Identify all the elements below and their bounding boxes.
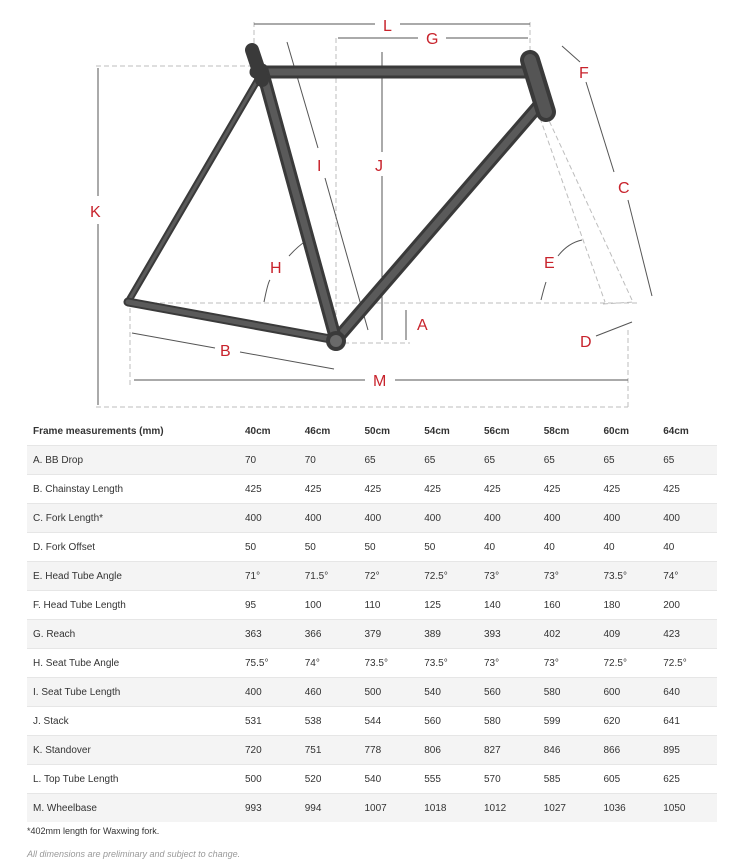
table-cell: 544 (359, 707, 419, 736)
table-cell: 580 (478, 707, 538, 736)
table-cell: 393 (478, 620, 538, 649)
table-cell: 140 (478, 591, 538, 620)
table-cell: 363 (239, 620, 299, 649)
table-cell: 65 (359, 446, 419, 475)
table-row (27, 707, 717, 736)
table-row (27, 475, 717, 504)
label-f: F (579, 65, 589, 82)
table-cell: 1027 (538, 794, 598, 823)
table-cell: 540 (418, 678, 478, 707)
table-cell: 620 (598, 707, 658, 736)
table-cell: 460 (299, 678, 359, 707)
table-cell: 806 (418, 736, 478, 765)
label-j: J (375, 158, 383, 175)
header-cell: 64cm (663, 426, 689, 437)
table-row (27, 794, 717, 823)
table-cell: 400 (418, 504, 478, 533)
row-label: L. Top Tube Length (27, 765, 239, 794)
label-d: D (580, 334, 592, 351)
table-cell: 40 (478, 533, 538, 562)
table-cell: 500 (239, 765, 299, 794)
table-cell: 625 (657, 765, 717, 794)
table-cell: 520 (299, 765, 359, 794)
header-cell: 46cm (304, 426, 331, 437)
table-row (27, 533, 717, 562)
row-label: H. Seat Tube Angle (27, 649, 239, 678)
label-i: I (317, 158, 322, 175)
table-cell: 40 (598, 533, 658, 562)
table-cell: 400 (538, 504, 598, 533)
table-cell: 425 (299, 475, 359, 504)
table-row (27, 649, 717, 678)
table-cell: 425 (418, 475, 478, 504)
table-cell: 389 (418, 620, 478, 649)
table-cell: 1036 (598, 794, 658, 823)
table-cell: 409 (598, 620, 658, 649)
table-cell: 50 (239, 533, 299, 562)
table-cell: 402 (538, 620, 598, 649)
table-cell: 425 (239, 475, 299, 504)
footnote: *402mm length for Waxwing fork. (27, 826, 160, 836)
table-cell: 50 (359, 533, 419, 562)
label-c: C (618, 180, 630, 197)
table-cell: 866 (598, 736, 658, 765)
row-label: D. Fork Offset (27, 533, 239, 562)
table-cell: 95 (239, 591, 299, 620)
table-cell: 180 (598, 591, 658, 620)
table-row (27, 446, 717, 475)
table-cell: 65 (598, 446, 658, 475)
table-cell: 640 (657, 678, 717, 707)
disclaimer: All dimensions are preliminary and subject to change. (27, 849, 241, 859)
table-cell: 778 (359, 736, 419, 765)
row-label: J. Stack (27, 707, 239, 736)
frame-geometry-diagram (0, 0, 737, 415)
table-cell: 74° (657, 562, 717, 591)
table-cell: 110 (359, 591, 419, 620)
table-cell: 40 (657, 533, 717, 562)
table-row (27, 765, 717, 794)
table-cell: 1050 (657, 794, 717, 823)
label-k: K (90, 204, 101, 221)
label-m: M (373, 373, 387, 390)
table-cell: 70 (239, 446, 299, 475)
table-cell: 72.5° (657, 649, 717, 678)
table-cell: 560 (418, 707, 478, 736)
table-cell: 70 (299, 446, 359, 475)
header-cell: 58cm (543, 426, 570, 437)
label-h: H (270, 260, 282, 277)
label-e: E (544, 255, 555, 272)
table-cell: 641 (657, 707, 717, 736)
seat-collar (252, 50, 262, 80)
table-cell: 73.5° (598, 562, 658, 591)
table-cell: 425 (538, 475, 598, 504)
table-cell: 1018 (418, 794, 478, 823)
table-cell: 366 (299, 620, 359, 649)
table-cell: 160 (538, 591, 598, 620)
table-cell: 993 (239, 794, 299, 823)
table-cell: 1012 (478, 794, 538, 823)
table-cell: 65 (657, 446, 717, 475)
table-cell: 400 (598, 504, 658, 533)
header-cell: 40cm (245, 426, 271, 437)
table-cell: 72.5° (598, 649, 658, 678)
table-cell: 538 (299, 707, 359, 736)
table-cell: 600 (598, 678, 658, 707)
table-cell: 425 (657, 475, 717, 504)
label-g: G (426, 31, 439, 48)
table-cell: 73.5° (359, 649, 419, 678)
table-cell: 71.5° (299, 562, 359, 591)
table-cell: 400 (657, 504, 717, 533)
table-cell: 72.5° (418, 562, 478, 591)
label-b: B (220, 343, 231, 360)
table-cell: 75.5° (239, 649, 299, 678)
table-cell: 846 (538, 736, 598, 765)
label-a: A (417, 317, 428, 334)
table-cell: 73° (478, 649, 538, 678)
label-l: L (383, 18, 392, 35)
table-cell: 605 (598, 765, 658, 794)
table-cell: 73.5° (418, 649, 478, 678)
row-label: A. BB Drop (27, 446, 239, 475)
row-label: G. Reach (27, 620, 239, 649)
table-cell: 599 (538, 707, 598, 736)
table-row (27, 591, 717, 620)
header-cell: 54cm (424, 426, 450, 437)
table-cell: 423 (657, 620, 717, 649)
table-cell: 400 (239, 678, 299, 707)
table-cell: 50 (418, 533, 478, 562)
table-cell: 73° (478, 562, 538, 591)
table-row (27, 620, 717, 649)
table-cell: 400 (478, 504, 538, 533)
row-label: E. Head Tube Angle (27, 562, 239, 591)
table-cell: 720 (239, 736, 299, 765)
table-row (27, 736, 717, 765)
table-cell: 65 (478, 446, 538, 475)
table-cell: 74° (299, 649, 359, 678)
row-label: B. Chainstay Length (27, 475, 239, 504)
table-cell: 570 (478, 765, 538, 794)
table-cell: 65 (418, 446, 478, 475)
table-cell: 400 (359, 504, 419, 533)
table-cell: 73° (538, 562, 598, 591)
table-cell: 65 (538, 446, 598, 475)
table-cell: 71° (239, 562, 299, 591)
geometry-table (27, 418, 717, 822)
table-cell: 827 (478, 736, 538, 765)
header-cell: Frame measurements (mm) (33, 426, 164, 437)
table-cell: 425 (359, 475, 419, 504)
row-label: K. Standover (27, 736, 239, 765)
table-cell: 1007 (359, 794, 419, 823)
row-label: M. Wheelbase (27, 794, 239, 823)
table-row (27, 562, 717, 591)
table-cell: 40 (538, 533, 598, 562)
table-cell: 72° (359, 562, 419, 591)
table-cell: 531 (239, 707, 299, 736)
table-row (27, 504, 717, 533)
table-cell: 555 (418, 765, 478, 794)
table-cell: 500 (359, 678, 419, 707)
table-cell: 751 (299, 736, 359, 765)
table-cell: 400 (299, 504, 359, 533)
table-cell: 73° (538, 649, 598, 678)
bike-frame (128, 50, 546, 351)
table-cell: 425 (598, 475, 658, 504)
row-label: I. Seat Tube Length (27, 678, 239, 707)
header-cell: 56cm (484, 426, 510, 437)
table-cell: 400 (239, 504, 299, 533)
table-cell: 200 (657, 591, 717, 620)
table-cell: 425 (478, 475, 538, 504)
row-label: F. Head Tube Length (27, 591, 239, 620)
table-cell: 994 (299, 794, 359, 823)
table-cell: 580 (538, 678, 598, 707)
table-cell: 540 (359, 765, 419, 794)
table-cell: 50 (299, 533, 359, 562)
table-cell: 585 (538, 765, 598, 794)
row-label: C. Fork Length* (27, 504, 239, 533)
table-cell: 125 (418, 591, 478, 620)
header-cell: 50cm (364, 426, 391, 437)
table-cell: 560 (478, 678, 538, 707)
table-cell: 895 (657, 736, 717, 765)
table-cell: 100 (299, 591, 359, 620)
table-header-row (27, 418, 717, 446)
table-cell: 379 (359, 620, 419, 649)
table-row (27, 678, 717, 707)
header-cell: 60cm (603, 426, 630, 437)
